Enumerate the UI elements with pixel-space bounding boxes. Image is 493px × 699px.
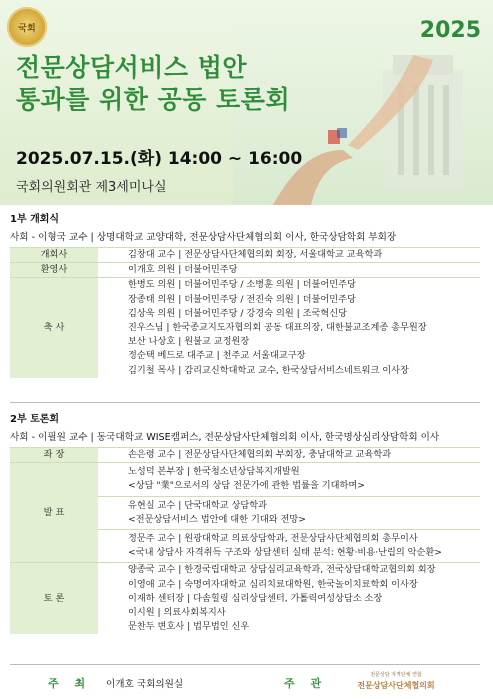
organizer-logo-subtitle: 전문상담 자격단체 연합 bbox=[370, 672, 422, 678]
row-content: 한병도 의원 | 더불어민주당 / 소병훈 의원 | 더불어민주당 장종태 의원 | 더불어민주당 / 전진숙 의원 | 더불어민주당 김상욱 의원 | 더불어민주당 / 강경숙 의원 | 조국혁신당 진우스님 | 한국종교지도자협의회 공동 대표의장, 대한불교조계종 총무원장 보산 나상호 | 원불교 교정원장 정순택 베드로 대주교 | 천주교 서울대교구장 김기철 목사 | 감리교신학대학교 교수, 한국상담서비스네트워크 이사장 bbox=[98, 278, 480, 378]
part1-schedule-table bbox=[10, 247, 480, 378]
event-title bbox=[16, 52, 290, 116]
row-content: 양종국 교수 | 한경국립대학교 상담심리교육학과, 전국상담대학교협의회 회장 이영애 교수 | 숙명여자대학교 심리치료대학원, 한국놀이치료학회 이사장 이재하 센터장 | 다솜힐링 심리상담센터, 가톨릭여성상담소 소장 이시원 | 의료사회복지사 문찬두 변호사 | 법무법인 신우 bbox=[98, 563, 480, 634]
organizer-logo-name: 전문상담사단체협의회 bbox=[357, 681, 435, 690]
table-row bbox=[10, 263, 480, 278]
table-row bbox=[10, 278, 480, 378]
row-content bbox=[98, 463, 480, 563]
organizer-label: 주 관 bbox=[284, 677, 328, 690]
footer-divider bbox=[10, 664, 480, 665]
event-venue: 국회의원회관 제3세미나실 bbox=[16, 180, 167, 195]
row-content: 이개호 의원 | 더불어민주당 bbox=[98, 263, 480, 278]
host-label: 주 최 bbox=[48, 677, 92, 690]
part1-moderator: 사회 - 이형국 교수 | 상명대학교 교양대학, 전문상담사단체협의회 이사, 한국상담학회 부회장 bbox=[10, 232, 397, 243]
table-row bbox=[10, 463, 480, 563]
table-row bbox=[10, 248, 480, 263]
part2-schedule-table bbox=[10, 447, 480, 634]
role-label: 좌 장 bbox=[10, 448, 98, 463]
hero-banner bbox=[0, 0, 493, 205]
presentation-item: 정문주 교수 | 원광대학교 의료상담학과, 전문상담사단체협의회 총무이사 <국내 상담사 자격취득 구조와 상담센터 실태 분석: 현황·비용·난립의 악순환> bbox=[98, 529, 480, 562]
national-assembly-seal: 국회 bbox=[7, 7, 47, 47]
role-label: 개회사 bbox=[10, 248, 98, 263]
table-row bbox=[10, 448, 480, 463]
presentation-item: 유현실 교수 | 단국대학교 상담학과 <전문상담서비스 법안에 대한 기대와 전망> bbox=[98, 496, 480, 529]
footer bbox=[0, 666, 493, 699]
divider bbox=[10, 402, 480, 403]
organizer-logo bbox=[336, 671, 456, 695]
role-label: 환영사 bbox=[10, 263, 98, 278]
host-value: 이개호 국회의원실 bbox=[106, 679, 184, 690]
row-content: 손은령 교수 | 전문상담사단체협의회 부회장, 충남대학교 교육학과 bbox=[98, 448, 480, 463]
row-content: 김창대 교수 | 전문상담사단체협의회 회장, 서울대학교 교육학과 bbox=[98, 248, 480, 263]
event-datetime: 2025.07.15.(화) 14:00 ~ 16:00 bbox=[16, 149, 303, 169]
presentation-item: 노성덕 본부장 | 한국청소년상담복지개발원 <상담 "業"으로서의 상담 전문가에 관한 법률을 기대하며> bbox=[128, 466, 365, 492]
event-year: 2025 bbox=[419, 18, 481, 43]
part2-heading: 2부 토론회 bbox=[10, 414, 60, 425]
part1-heading: 1부 개회식 bbox=[10, 214, 60, 225]
title-line-1: 전문상담서비스 법안 bbox=[16, 53, 248, 82]
role-label: 발 표 bbox=[10, 463, 98, 563]
role-label: 토 론 bbox=[10, 563, 98, 634]
part2-moderator: 사회 - 이필원 교수 | 동국대학교 WISE캠퍼스, 전문상담사단체협의회 이사, 한국명상심리상담학회 이사 bbox=[10, 432, 440, 443]
role-label: 축 사 bbox=[10, 278, 98, 378]
title-line-2: 통과를 위한 공동 토론회 bbox=[16, 85, 291, 114]
table-row bbox=[10, 563, 480, 634]
